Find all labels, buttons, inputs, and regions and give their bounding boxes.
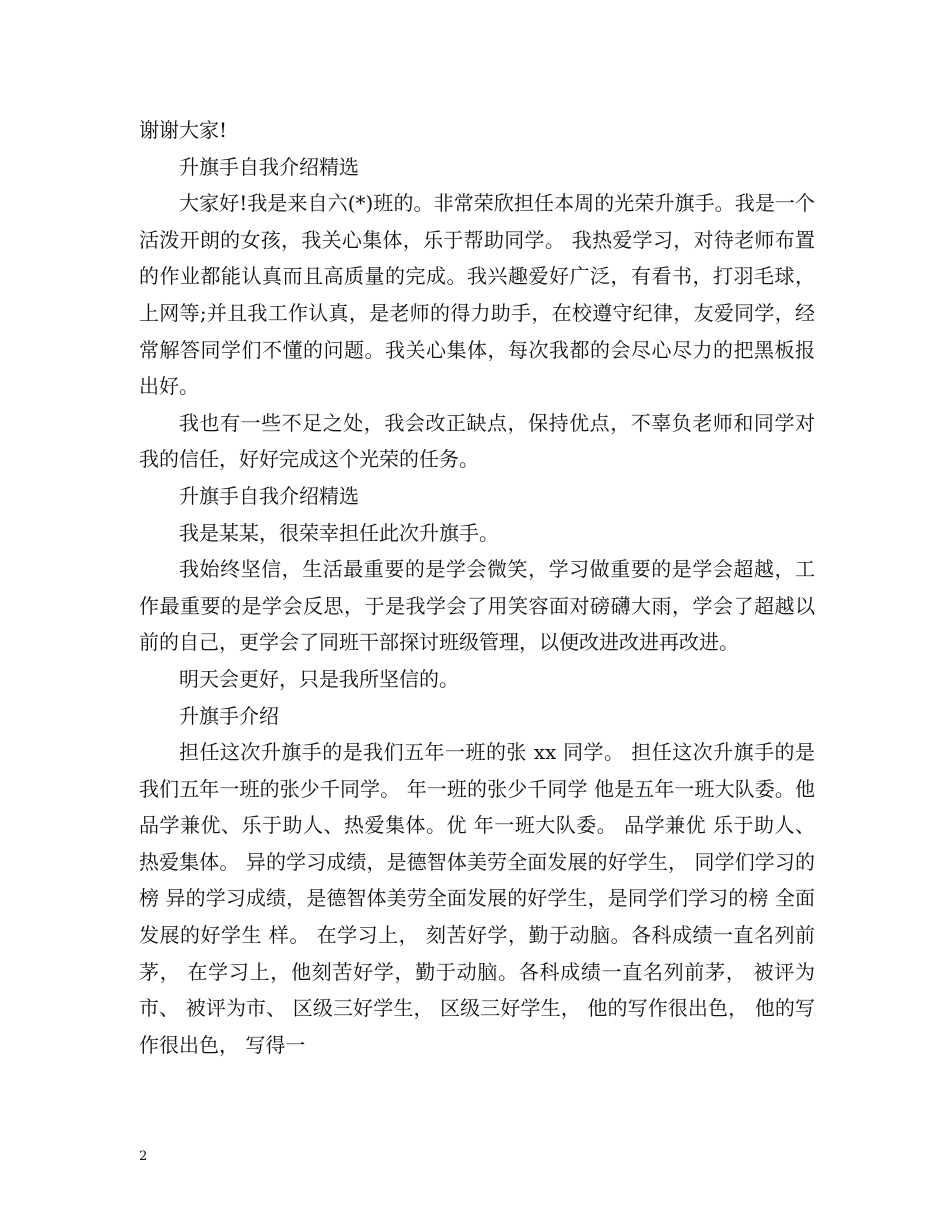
section-heading-flag-raiser-intro-2: 升旗手自我介绍精选 <box>179 483 359 508</box>
paragraph-closing-thanks: 谢谢大家! <box>139 118 228 142</box>
paragraph-honored: 我是某某，很荣幸担任此次升旗手。 <box>179 520 499 545</box>
page-number: 2 <box>139 1149 148 1164</box>
paragraph-belief: 我始终坚信，生活最重要的是学会微笑，学习做重要的是学会超越，工作最重要的是学会反思，于是我学会了用笑容面对磅礴大雨，学会了超越以前的自己，更学会了同班干部探讨班级管理，以便改进改进再改进。 <box>139 557 815 655</box>
section-heading-flag-raiser: 升旗手介绍 <box>179 703 279 728</box>
paragraph-intro-girl: 大家好!我是来自六(*)班的。非常荣欣担任本周的光荣升旗手。我是一个活泼开朗的女孩，我关心集体，乐于帮助同学。 我热爱学习，对待老师布置的作业都能认真而且高质量的完成。我兴趣爱好广泛，有看书，打羽毛球，上网等;并且我工作认真，是老师的得力助手，在校遵守纪律，友爱同学，经常解答同学们不懂的问题。我关心集体，每次我都的会尽心尽力的把黑板报出好。 <box>139 191 815 399</box>
paragraph-shortcomings: 我也有一些不足之处，我会改正缺点，保持优点，不辜负老师和同学对我的信任，好好完成这个光荣的任务。 <box>139 410 815 472</box>
paragraph-student-intro: 担任这次升旗手的是我们五年一班的张 xx 同学。 担任这次升旗手的是我们五年一班的张少千同学。 年一班的张少千同学 他是五年一班大队委。他品学兼优、乐于助人、热爱集体。优 年一班大队委。 品学兼优 乐于助人、热爱集体。 异的学习成绩，是德智体美劳全面发展的好学生， 同学们学习的榜 异的学习成绩，是德智体美劳全面发展的好学生，是同学们学习的榜 全面发展的好学生 样。 在学习上， 刻苦好学，勤于动脑。各科成绩一直名列前茅， 在学习上，他刻苦好学，勤于动脑。各科成绩一直名列前茅， 被评为市、 被评为市、 区级三好学生， 区级三好学生， 他的写作很出色， 他的写作很出色， 写得一 <box>139 740 815 1057</box>
document-body <box>139 112 815 1063</box>
section-heading-flag-raiser-intro: 升旗手自我介绍精选 <box>179 154 359 179</box>
paragraph-tomorrow: 明天会更好，只是我所坚信的。 <box>179 666 459 691</box>
